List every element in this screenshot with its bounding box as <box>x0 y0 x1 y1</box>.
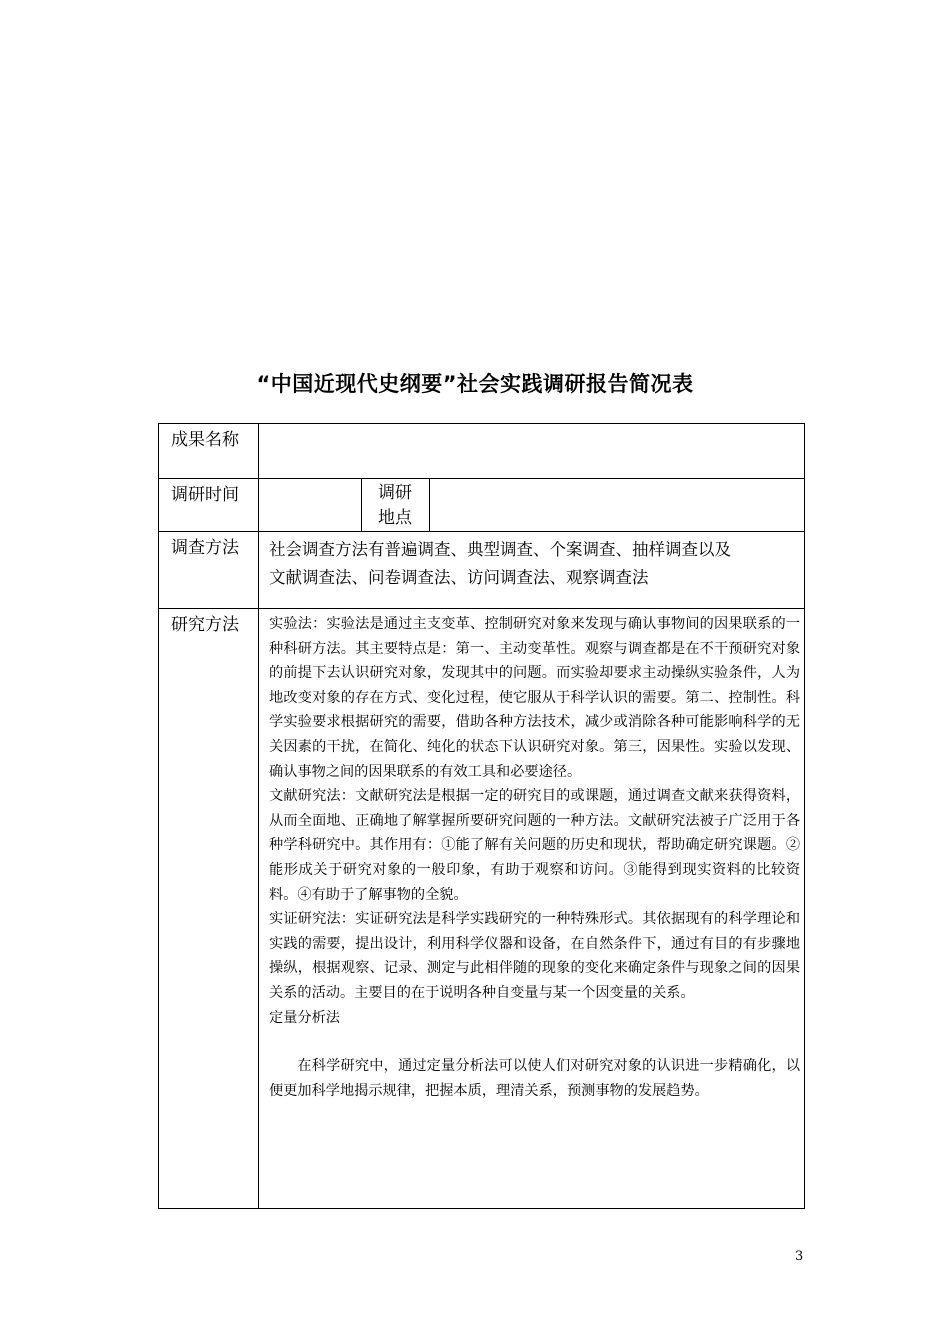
survey-time-label: 调研时间 <box>159 479 259 532</box>
result-name-value <box>259 424 805 479</box>
survey-place-label-line-1: 调研 <box>378 483 412 503</box>
heading-quantitative-method: 定量分析法 <box>269 1009 340 1026</box>
table-row-survey-time <box>159 479 805 532</box>
table-row-research-method <box>159 609 805 1209</box>
investigation-method-value <box>259 532 805 609</box>
result-name-label: 成果名称 <box>159 424 259 479</box>
paragraph-experimental-method: 实验法：实验法是通过主支变革、控制研究对象来发现与确认事物间的因果联系的一种科研方法。其主要特点是：第一、主动变革性。观察与调查都是在不干预研究对象的前提下去认识研究对象，发现其中的问题。而实验却要求主动操纵实验条件，人为地改变对象的存在方式、变化过程，使它服从于科学认识的需要。第二、控制性。科学实验要求根据研究的需要，借助各种方法技术，减少或消除各种可能影响科学的无关因素的干扰，在简化、纯化的状态下认识研究对象。第三，因果性。实验以发现、确认事物之间的因果联系的有效工具和必要途径。 <box>269 616 801 780</box>
paragraph-literature-method: 文献研究法：文献研究法是根据一定的研究目的或课题，通过调查文献来获得资料，从而全面地、正确地了解掌握所要研究问题的一种方法。文献研究法被子广泛用于各种学科研究中。其作用有：①能了解有关问题的历史和现状，帮助确定研究课题。②能形成关于研究对象的一般印象，有助于观察和访问。③能得到现实资料的比较资料。④有助于了解事物的全貌。 <box>269 788 801 903</box>
investigation-method-line-1: 社会调查方法有普遍调查、典型调查、个案调查、抽样调查以及 <box>269 540 731 559</box>
page-number: 3 <box>795 1249 804 1264</box>
page-title: “中国近现代史纲要”社会实践调研报告简况表 <box>256 372 694 396</box>
investigation-method-label: 调查方法 <box>159 532 259 609</box>
report-summary-table <box>158 423 805 1209</box>
survey-place-label <box>362 479 430 532</box>
research-method-label: 研究方法 <box>159 609 259 1209</box>
table-row-result-name <box>159 424 805 479</box>
investigation-method-line-2: 文献调查法、问卷调查法、访问调查法、观察调查法 <box>269 568 649 587</box>
research-method-value <box>259 609 805 1209</box>
table-row-investigation-method <box>159 532 805 609</box>
blank-line <box>269 1030 800 1054</box>
survey-time-value <box>259 479 362 532</box>
survey-place-value <box>430 479 805 532</box>
survey-place-label-line-2: 地点 <box>378 508 412 528</box>
paragraph-empirical-method: 实证研究法：实证研究法是科学实践研究的一种特殊形式。其依据现有的科学理论和实践的需要，提出设计，利用科学仪器和设备，在自然条件下，通过有目的有步骤地操纵，根据观察、记录、测定与此相伴随的现象的变化来确定条件与现象之间的因果关系的活动。主要目的在于说明各种自变量与某一个因变量的关系。 <box>269 911 801 1001</box>
paragraph-quantitative-method: 在科学研究中，通过定量分析法可以使人们对研究对象的认识进一步精确化，以便更加科学地揭示规律，把握本质，理清关系，预测事物的发展趋势。 <box>269 1058 801 1099</box>
